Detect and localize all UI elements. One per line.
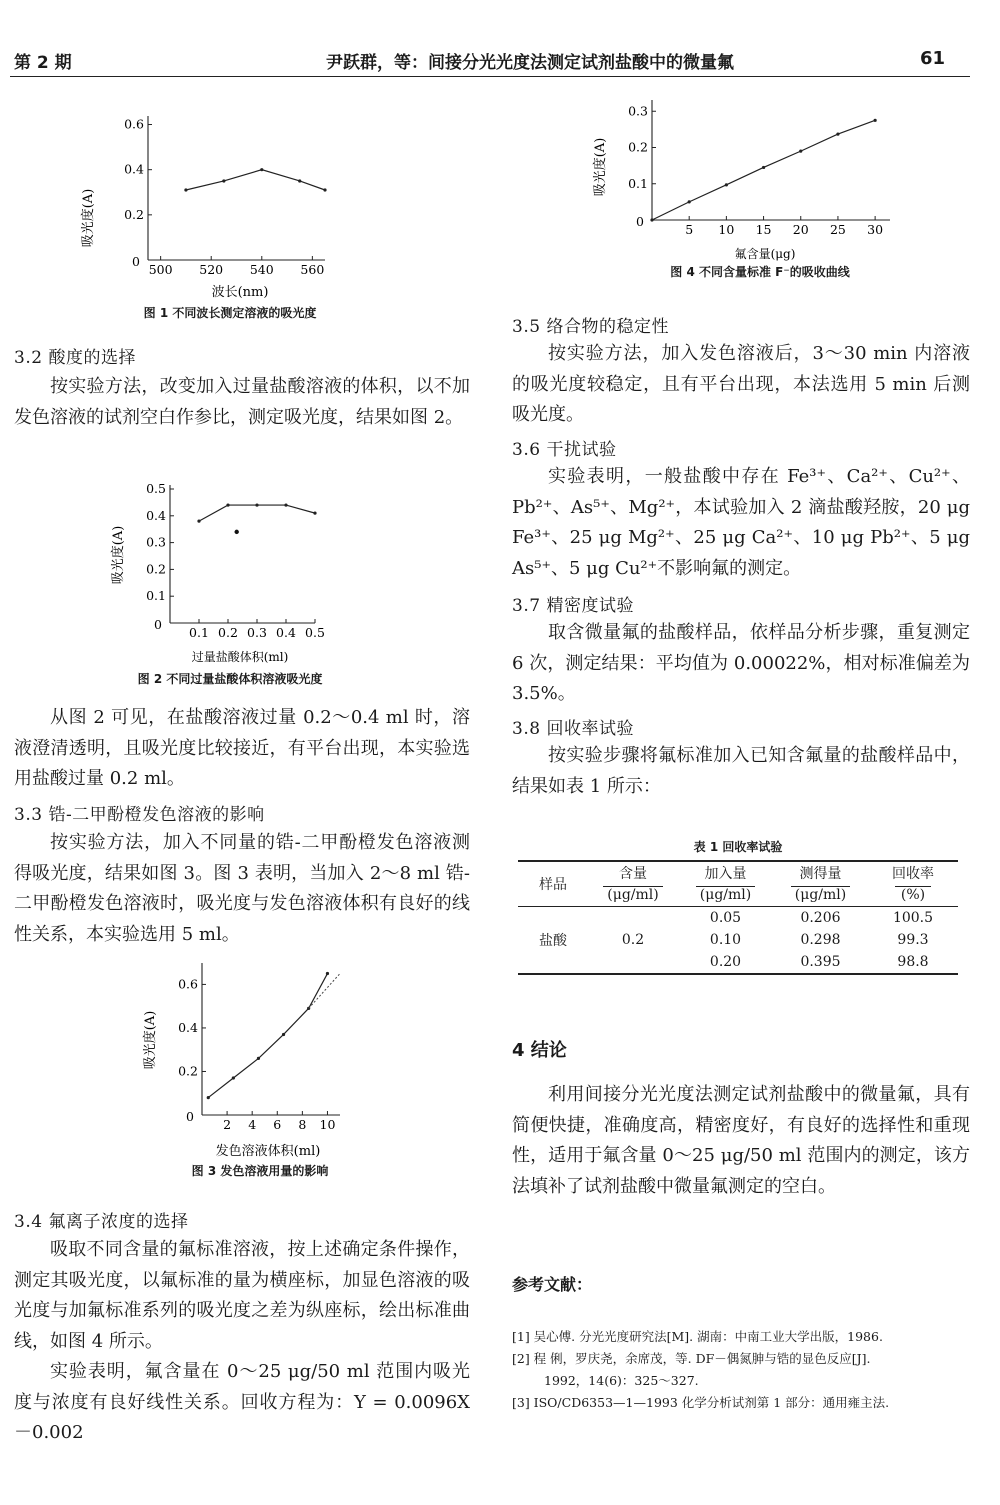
- x-tick-label: 6: [273, 1117, 282, 1132]
- fig1-xlabel: 波长(nm): [211, 285, 269, 300]
- y-tick-label: 0.5: [146, 481, 166, 496]
- section-3-6-body: [512, 462, 970, 584]
- figure-3-chart: [140, 955, 360, 1160]
- y-tick-label: 0.1: [146, 588, 166, 604]
- x-tick-label: 0.3: [247, 625, 267, 640]
- table-cell: 98.8: [897, 954, 929, 970]
- paragraph: 利用间接分光光度法测定试剂盐酸中的微量氟，具有简便快捷，准确度高，精密度好，有良好的选择性和重现性，适用于氟含量 0～25 μg/50 ml 范围内的测定，该方法填补了试剂盐酸中微量氟测定的空白。: [512, 1084, 970, 1197]
- data-point: [197, 520, 200, 523]
- x-tick-label: 20: [792, 222, 809, 237]
- fig3-xlabel: 发色溶液体积(ml): [215, 1144, 321, 1159]
- figure-4-caption: 图 4 不同含量标准 F⁻的吸收曲线: [670, 265, 850, 279]
- x-tick-label: 30: [867, 222, 884, 237]
- paragraph: 从图 2 可见，在盐酸溶液过量 0.2～0.4 ml 时，溶液澄清透明，且吸光度比较接近，有平台出现，本实验选用盐酸过量 0.2 ml。: [14, 707, 470, 789]
- x-tick-label: 15: [755, 222, 772, 237]
- table-cell-content: 0.2: [621, 932, 645, 948]
- data-point: [762, 166, 765, 169]
- origin-label: 0: [636, 214, 644, 229]
- section-3-2-conclusion: [14, 703, 470, 795]
- fig1-ylabel: 吸光度(A): [81, 188, 96, 248]
- figure-3-caption: 图 3 发色溶液用量的影响: [191, 1164, 329, 1178]
- data-point: [255, 503, 258, 506]
- data-point: [688, 200, 691, 203]
- journal-issue: 第 2 期: [14, 53, 72, 73]
- x-tick-label: 0.5: [305, 625, 325, 640]
- fig4-ylabel: 吸光度(A): [593, 137, 608, 197]
- table-cell-sample: 盐酸: [539, 933, 567, 949]
- section-4-body: [512, 1080, 970, 1202]
- paragraph: 吸取不同含量的氟标准溶液，按上述确定条件操作，测定其吸光度，以氟标准的量为横座标，加显色溶液的吸光度与加氟标准系列的吸光度之差为纵座标，绘出标准曲线，如图 4 所示。: [14, 1239, 470, 1352]
- series-line: [208, 974, 327, 1098]
- figure-2-caption: 图 2 不同过量盐酸体积溶液吸光度: [137, 672, 323, 686]
- data-point: [326, 972, 329, 975]
- fig2-xlabel: 过量盐酸体积(ml): [191, 650, 289, 664]
- reference-item: [2] 程 俐，罗庆尧，余席茂，等. DF－偶氮胂与锆的显色反应[J].: [512, 1351, 871, 1366]
- section-3-3-body: [14, 828, 470, 950]
- section-3-7-body: [512, 618, 970, 710]
- data-point: [323, 188, 326, 191]
- section-3-6-title: 3.6 干扰试验: [512, 440, 617, 460]
- table-row: [518, 907, 958, 930]
- table-header-cell: 样品: [539, 877, 567, 893]
- x-tick-label: 0.4: [276, 625, 296, 640]
- x-tick-label: 25: [829, 222, 846, 237]
- x-tick-label: 500: [148, 262, 173, 277]
- paragraph: 按实验方法，加入发色溶液后，3～30 min 内溶液的吸光度较稳定，且有平台出现，本法选用 5 min 后测吸光度。: [512, 343, 970, 425]
- table-cell: 0.10: [709, 932, 742, 948]
- data-point: [282, 1033, 285, 1036]
- table-cell: 100.5: [892, 910, 934, 926]
- data-point: [799, 150, 802, 153]
- section-3-5-body: [512, 339, 970, 431]
- y-tick-label: 0.2: [124, 206, 144, 222]
- table-header-cell: 加入量: [704, 866, 747, 882]
- y-tick-label: 0.3: [628, 103, 648, 119]
- header-rule: [10, 76, 970, 77]
- origin-label: 0: [154, 617, 162, 632]
- figure-1-chart: [80, 110, 380, 320]
- paragraph: 按实验步骤将氟标准加入已知含氟量的盐酸样品中，结果如表 1 所示：: [512, 745, 970, 797]
- data-point: [184, 188, 187, 191]
- section-3-4-title: 3.4 氟离子浓度的选择: [14, 1212, 189, 1232]
- table-unit-cell: (μg/ml): [678, 884, 773, 907]
- x-tick-label: 10: [718, 222, 735, 237]
- series-line: [186, 170, 325, 190]
- x-tick-label: 8: [298, 1117, 307, 1132]
- y-tick-label: 0.6: [178, 976, 198, 992]
- table-header-cell: 回收率: [892, 866, 934, 882]
- data-point: [298, 179, 301, 182]
- section-3-8-body: [512, 741, 970, 802]
- paragraph: 取含微量氟的盐酸样品，依样品分析步骤，重复测定 6 次，测定结果：平均值为 0.00022%，相对标准偏差为 3.5%。: [512, 622, 970, 704]
- table-cell: 0.298: [800, 932, 841, 948]
- y-tick-label: 0.1: [628, 175, 648, 191]
- origin-label: 0: [186, 1109, 194, 1124]
- section-3-5-title: 3.5 络合物的稳定性: [512, 317, 669, 337]
- reference-item: [1] 吴心傅. 分光光度研究法[M]. 湖南：中南工业大学出版，1986.: [512, 1329, 883, 1344]
- paragraph: 按实验方法，改变加入过量盐酸溶液的体积，以不加发色溶液的试剂空白作参比，测定吸光度，结果如图 2。: [14, 376, 470, 428]
- x-tick-label: 560: [300, 262, 325, 277]
- table-cell: 99.3: [897, 932, 929, 948]
- table-cell: 0.395: [800, 954, 841, 970]
- x-tick-label: 4: [248, 1117, 257, 1132]
- table-unit-cell: (μg/ml): [588, 884, 678, 907]
- table-unit-cell: (%): [868, 884, 958, 907]
- table-header-row: [518, 861, 958, 884]
- y-tick-label: 0.4: [124, 161, 144, 177]
- data-point: [226, 503, 229, 506]
- x-tick-label: 540: [249, 262, 274, 277]
- data-point: [232, 1076, 235, 1079]
- x-tick-label: 2: [223, 1117, 232, 1132]
- table-header-cell: 含量: [619, 866, 647, 882]
- outlier-point: [235, 530, 239, 534]
- page-number: 61: [920, 48, 946, 69]
- paragraph: 实验表明，一般盐酸中存在 Fe³⁺、Ca²⁺、Cu²⁺、Pb²⁺、As⁵⁺、Mg²⁺，本试验加入 2 滴盐酸羟胺，20 μg Fe³⁺、25 μg Mg²⁺、25 μg Ca²⁺、10 μg Pb²⁺、5 μg As⁵⁺、5 μg Cu²⁺不影响氟的测定。: [512, 466, 970, 579]
- table-1-caption: 表 1 回收率试验: [693, 840, 783, 854]
- y-tick-label: 0.2: [628, 139, 648, 155]
- y-tick-label: 0.4: [146, 507, 166, 523]
- figure-1-caption: 图 1 不同波长测定溶液的吸光度: [143, 306, 317, 320]
- table-cell: 0.206: [800, 910, 841, 926]
- data-point: [284, 503, 287, 506]
- paragraph: 按实验方法，加入不同量的锆-二甲酚橙发色溶液测得吸光度，结果如图 3。图 3 表明，当加入 2～8 ml 锆-二甲酚橙发色溶液时，吸光度与发色溶液体积有良好的线性关系，本实验选用 5 ml。: [14, 832, 470, 945]
- figure-4-chart: [590, 92, 910, 262]
- y-tick-label: 0.6: [124, 116, 144, 132]
- x-tick-label: 5: [685, 222, 694, 237]
- section-3-2-title: 3.2 酸度的选择: [14, 348, 136, 368]
- y-tick-label: 0.3: [146, 534, 166, 550]
- section-3-4-body: [14, 1235, 470, 1449]
- x-tick-label: 0.1: [189, 625, 209, 640]
- data-point: [313, 512, 316, 515]
- section-3-2-body: [14, 372, 470, 433]
- data-point: [260, 168, 263, 171]
- references-list: [512, 1326, 970, 1414]
- data-point: [207, 1096, 210, 1099]
- x-tick-label: 520: [199, 262, 224, 277]
- origin-label: 0: [132, 254, 140, 269]
- section-4-title: 4 结论: [512, 1040, 567, 1061]
- y-tick-label: 0.2: [178, 1063, 198, 1079]
- section-3-7-title: 3.7 精密度试验: [512, 596, 634, 616]
- x-tick-label: 0.2: [218, 625, 238, 640]
- reference-item: [3] ISO/CD6353—1—1993 化学分析试剂第 1 部分：通用雍主法.: [512, 1395, 890, 1410]
- recovery-table: [518, 860, 958, 975]
- series-line: [652, 120, 875, 220]
- figure-2-chart: [110, 475, 340, 665]
- table-unit-cell: (μg/ml): [773, 884, 868, 907]
- x-tick-label: 10: [319, 1117, 336, 1132]
- y-tick-label: 0.4: [178, 1019, 198, 1035]
- data-point: [725, 183, 728, 186]
- data-point: [874, 119, 877, 122]
- paragraph: 实验表明，氟含量在 0～25 μg/50 ml 范围内吸光度与浓度有良好线性关系。回收方程为：Y = 0.0096X－0.002: [14, 1361, 470, 1443]
- data-point: [257, 1057, 260, 1060]
- reference-item-continued: 1992，14(6)：325～327.: [544, 1373, 699, 1388]
- y-tick-label: 0.2: [146, 561, 166, 577]
- fig3-ylabel: 吸光度(A): [143, 1010, 158, 1070]
- section-3-3-title: 3.3 锆-二甲酚橙发色溶液的影响: [14, 805, 265, 825]
- data-point: [222, 179, 225, 182]
- data-point: [650, 218, 653, 221]
- table-cell: 0.05: [709, 910, 742, 926]
- section-3-8-title: 3.8 回收率试验: [512, 719, 634, 739]
- running-title: 尹跃群，等：间接分光光度法测定试剂盐酸中的微量氟: [326, 53, 734, 73]
- table: [518, 860, 958, 975]
- data-point: [836, 132, 839, 135]
- fig2-ylabel: 吸光度(A): [111, 525, 126, 585]
- references-title: 参考文献：: [512, 1275, 593, 1294]
- series-line: [199, 505, 315, 521]
- fig4-xlabel: 氟含量(μg): [734, 247, 796, 261]
- table-header-cell: 测得量: [799, 866, 842, 882]
- table-cell: 0.20: [709, 954, 742, 970]
